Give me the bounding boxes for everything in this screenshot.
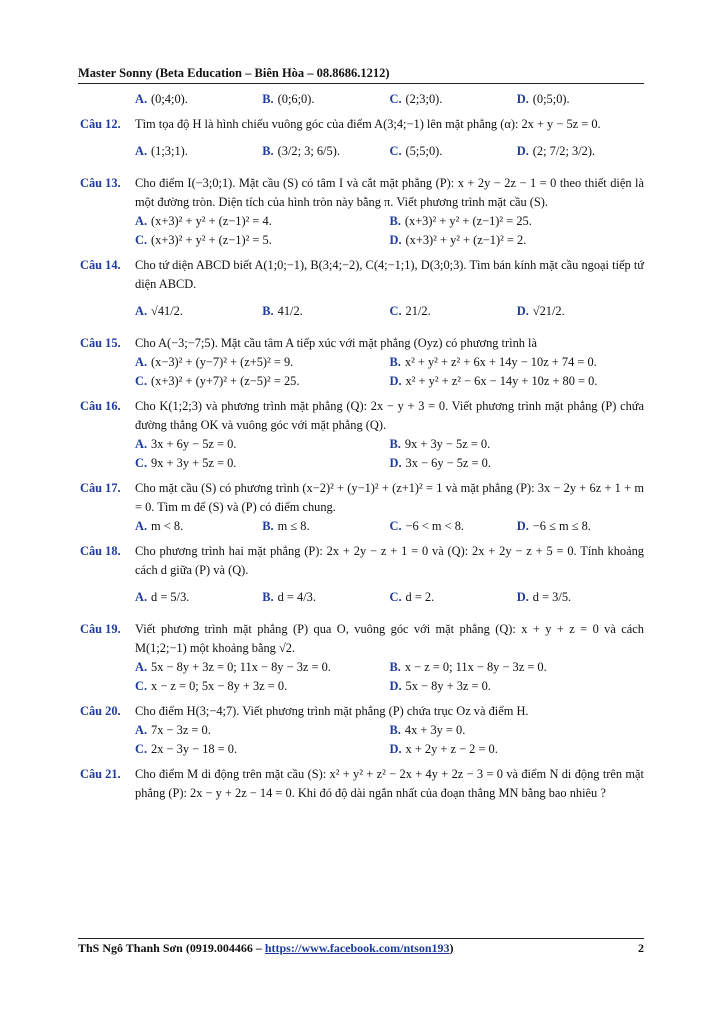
question-stem: Viết phương trình mặt phẳng (P) qua O, vuông góc với mặt phẳng (Q): x + y + z = 0 và cách M(1;2;−1) một khoảng bằng √2. bbox=[135, 622, 644, 655]
header-divider bbox=[78, 83, 644, 84]
option-a: A. √41/2. bbox=[135, 304, 183, 318]
option-c: C. (5;5;0). bbox=[389, 144, 443, 158]
option-a: A. 3x + 6y − 5z = 0. bbox=[135, 437, 237, 451]
question-number: Câu 20. bbox=[80, 704, 121, 718]
page-header: Master Sonny (Beta Education – Biên Hòa – 08.8686.1212) bbox=[78, 66, 390, 80]
option-d: D. (2; 7/2; 3/2). bbox=[516, 144, 596, 158]
option-a: A. (x+3)² + y² + (z−1)² = 4. bbox=[135, 214, 272, 228]
option-a: A. d = 5/3. bbox=[135, 590, 190, 604]
option-a: A. 5x − 8y + 3z = 0; 11x − 8y − 3z = 0. bbox=[135, 660, 331, 674]
question-number: Câu 15. bbox=[80, 336, 121, 350]
question-stem: Cho điểm M di động trên mặt cầu (S): x² + y² + z² − 2x + 4y + 2z − 3 = 0 và điểm N di động trên mặt phẳng (P): 2x − y + 2z − 14 = 0. Khi đó độ dài ngắn nhất của đoạn thẳng MN bằng bao nhiêu ? bbox=[135, 767, 644, 800]
footer-divider bbox=[78, 938, 644, 939]
option-c: C. d = 2. bbox=[389, 590, 435, 604]
option-c: C. −6 < m < 8. bbox=[389, 519, 465, 533]
question-stem: Cho tứ diện ABCD biết A(1;0;−1), B(3;4;−2), C(4;−1;1), D(3;0;3). Tìm bán kính mặt cầu ngoại tiếp tứ diện ABCD. bbox=[135, 258, 644, 291]
option-c: C. 9x + 3y + 5z = 0. bbox=[135, 456, 237, 470]
facebook-link[interactable]: https://www.facebook.com/ntson193 bbox=[264, 941, 450, 955]
option-d: D. √21/2. bbox=[516, 304, 565, 318]
question-15 bbox=[80, 334, 644, 391]
option-b: B. d = 4/3. bbox=[262, 590, 316, 604]
question-stem: Tìm tọa độ H là hình chiếu vuông góc của điểm A(3;4;−1) lên mặt phẳng (α): 2x + y − 5z = 0. bbox=[135, 117, 601, 131]
option-d: D. (x+3)² + y² + (z−1)² = 2. bbox=[389, 233, 527, 247]
option-b: B. (3/2; 3; 6/5). bbox=[262, 144, 340, 158]
option-d: D. −6 ≤ m ≤ 8. bbox=[516, 519, 591, 533]
question-21 bbox=[80, 765, 644, 803]
option-c: C. (x+3)² + y² + (z−1)² = 5. bbox=[135, 233, 272, 247]
footer-suffix: ) bbox=[449, 941, 454, 955]
option-b: B. 41/2. bbox=[262, 304, 303, 318]
option-c: C. x − z = 0; 5x − 8y + 3z = 0. bbox=[135, 679, 288, 693]
question-number: Câu 19. bbox=[80, 622, 121, 636]
option-b: B. 9x + 3y − 5z = 0. bbox=[389, 437, 491, 451]
option-c: C. 2x − 3y − 18 = 0. bbox=[135, 742, 238, 756]
option-c: C. (2;3;0). bbox=[389, 92, 443, 106]
page-footer bbox=[78, 941, 644, 956]
question-stem: Cho phương trình hai mặt phẳng (P): 2x + 2y − z + 1 = 0 và (Q): 2x + 2y − z + 5 = 0. Tính khoảng cách d giữa (P) và (Q). bbox=[135, 544, 644, 577]
option-c: C. (x+3)² + (y+7)² + (z−5)² = 25. bbox=[135, 374, 300, 388]
option-a: A. (1;3;1). bbox=[135, 144, 188, 158]
question-number: Câu 14. bbox=[80, 258, 121, 272]
question-number: Câu 17. bbox=[80, 481, 121, 495]
question-13 bbox=[80, 174, 644, 250]
question-14 bbox=[80, 256, 644, 328]
question-stem: Cho điểm H(3;−4;7). Viết phương trình mặt phẳng (P) chứa trục Oz và điểm H. bbox=[135, 704, 529, 718]
option-a: A. (x−3)² + (y−7)² + (z+5)² = 9. bbox=[135, 355, 294, 369]
footer-author: ThS Ngô Thanh Sơn (0919.004466 – bbox=[78, 941, 265, 955]
question-number: Câu 18. bbox=[80, 544, 121, 558]
question-stem: Cho A(−3;−7;5). Mặt cầu tâm A tiếp xúc với mặt phẳng (Oyz) có phương trình là bbox=[135, 336, 537, 350]
question-continuation bbox=[80, 90, 644, 109]
option-b: B. (0;6;0). bbox=[262, 92, 315, 106]
option-a: A. m < 8. bbox=[135, 519, 184, 533]
option-a: A. (0;4;0). bbox=[135, 92, 188, 106]
option-b: B. m ≤ 8. bbox=[262, 519, 310, 533]
question-16 bbox=[80, 397, 644, 473]
question-list bbox=[80, 90, 644, 803]
option-b: B. (x+3)² + y² + (z−1)² = 25. bbox=[389, 214, 532, 228]
question-number: Câu 16. bbox=[80, 399, 121, 413]
option-d: D. 3x − 6y − 5z = 0. bbox=[389, 456, 491, 470]
question-number: Câu 12. bbox=[80, 117, 121, 131]
question-number: Câu 13. bbox=[80, 176, 121, 190]
question-stem: Cho mặt cầu (S) có phương trình (x−2)² + (y−1)² + (z+1)² = 1 và mặt phẳng (P): 3x − 2y + 6z + 1 + m = 0. Tìm m để (S) và (P) có điểm chung. bbox=[135, 481, 644, 514]
question-19 bbox=[80, 620, 644, 696]
question-stem: Cho K(1;2;3) và phương trình mặt phẳng (Q): 2x − y + 3 = 0. Viết phương trình mặt phẳng (P) chứa đường thẳng OK và vuông góc với mặt phẳng (Q). bbox=[135, 399, 644, 432]
question-number: Câu 21. bbox=[80, 767, 121, 781]
question-18 bbox=[80, 542, 644, 614]
option-b: B. x − z = 0; 11x − 8y − 3z = 0. bbox=[389, 660, 547, 674]
option-d: D. x + 2y + z − 2 = 0. bbox=[389, 742, 498, 756]
question-12 bbox=[80, 115, 644, 168]
option-c: C. 21/2. bbox=[389, 304, 431, 318]
option-d: D. (0;5;0). bbox=[516, 92, 570, 106]
question-stem: Cho điểm I(−3;0;1). Mặt cầu (S) có tâm I và cắt mặt phẳng (P): x + 2y − 2z − 1 = 0 theo thiết diện là một đường tròn. Diện tích của hình tròn này bằng π. Viết phương trình mặt cầu (S). bbox=[135, 176, 644, 209]
option-d: D. d = 3/5. bbox=[516, 590, 572, 604]
question-20 bbox=[80, 702, 644, 759]
option-a: A. 7x − 3z = 0. bbox=[135, 723, 211, 737]
option-d: D. 5x − 8y + 3z = 0. bbox=[389, 679, 491, 693]
page-number: 2 bbox=[638, 941, 644, 955]
question-17 bbox=[80, 479, 644, 536]
option-b: B. 4x + 3y = 0. bbox=[389, 723, 466, 737]
option-b: B. x² + y² + z² + 6x + 14y − 10z + 74 = 0. bbox=[389, 355, 597, 369]
option-d: D. x² + y² + z² − 6x − 14y + 10z + 80 = 0. bbox=[389, 374, 598, 388]
